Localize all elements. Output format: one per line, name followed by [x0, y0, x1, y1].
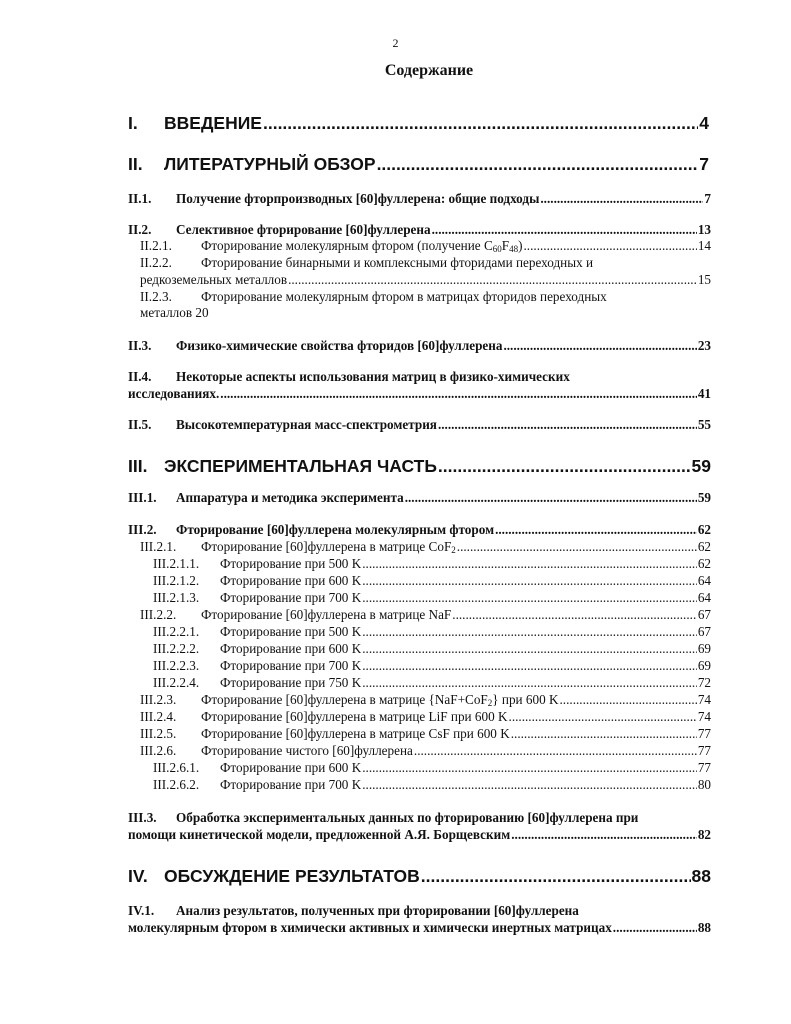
- toc-entry-s2-2[interactable]: [128, 222, 711, 238]
- toc-page: 80: [697, 777, 711, 792]
- toc-leader: [495, 522, 697, 538]
- toc-entry-ch1[interactable]: [128, 113, 709, 134]
- toc-page: 72: [697, 675, 711, 690]
- toc-leader: [414, 743, 697, 759]
- toc-text: ЛИТЕРАТУРНЫЙ ОБЗОР: [164, 154, 376, 174]
- toc-entry-s2-1[interactable]: [128, 191, 711, 207]
- toc-leader: [503, 338, 696, 354]
- toc-entry-s3-3-line2[interactable]: [128, 827, 711, 843]
- toc-number: III.: [128, 456, 148, 476]
- toc-number: II.2.2.: [140, 255, 172, 270]
- toc-number: IV.1.: [128, 903, 155, 918]
- toc-page: 23: [697, 338, 711, 353]
- toc-number: IV.: [128, 866, 148, 886]
- toc-text: Аппаратура и методика эксперимента: [176, 490, 404, 505]
- toc-leader: [362, 658, 697, 674]
- toc-leader: [263, 113, 698, 134]
- toc-leader: [288, 272, 697, 288]
- toc-page: 62: [697, 522, 711, 537]
- toc-text: молекулярным фтором в химически активных и химически инертных матрицах: [128, 920, 612, 935]
- toc-text: Фторирование [60]фуллерена в матрице LiF при 600 K: [201, 709, 508, 724]
- toc-page: 59: [697, 490, 711, 505]
- toc-leader: [362, 590, 697, 606]
- toc-page: 13: [697, 222, 711, 237]
- toc-entry-s3-2-2-2[interactable]: [153, 641, 711, 657]
- toc-entry-s3-2-2-1[interactable]: [153, 624, 711, 640]
- toc-entry-s3-3-line1[interactable]: [128, 810, 638, 826]
- toc-entry-s2-5[interactable]: [128, 417, 711, 433]
- toc-entry-s2-2-3-line1[interactable]: [140, 289, 607, 305]
- toc-page: 74: [697, 709, 711, 724]
- toc-entry-s3-2-1-2[interactable]: [153, 573, 711, 589]
- page-number: 2: [392, 36, 399, 50]
- toc-entry-s3-2[interactable]: [128, 522, 711, 538]
- toc-text: ВВЕДЕНИЕ: [164, 113, 262, 133]
- toc-text: Обработка экспериментальных данных по фторированию [60]фуллерена при: [176, 810, 639, 825]
- toc-number: II.3.: [128, 338, 152, 353]
- toc-leader: [432, 222, 697, 238]
- toc-text: Фторирование молекулярным фтором в матрицах фторидов переходных: [201, 289, 607, 304]
- toc-page: 41: [697, 386, 711, 401]
- toc-leader: [452, 607, 697, 623]
- toc-page: 67: [697, 607, 711, 622]
- toc-text: исследованиях.: [128, 386, 220, 401]
- toc-number: II.: [128, 154, 143, 174]
- toc-text: ОБСУЖДЕНИЕ РЕЗУЛЬТАТОВ: [164, 866, 420, 886]
- toc-text: Фторирование [60]фуллерена молекулярным фтором: [176, 522, 495, 537]
- toc-text: металлов 20: [140, 305, 209, 320]
- toc-number: II.2.: [128, 222, 152, 237]
- toc-leader: [362, 777, 697, 793]
- toc-entry-s2-2-2-line1[interactable]: [140, 255, 593, 271]
- toc-page: 82: [697, 827, 711, 842]
- toc-entry-s3-2-6-1[interactable]: [153, 760, 711, 776]
- toc-entry-s2-4-line1[interactable]: [128, 369, 570, 385]
- toc-entry-s3-2-5[interactable]: [140, 726, 711, 742]
- toc-entry-s4-1-line1[interactable]: [128, 903, 579, 919]
- toc-text: Фторирование [60]фуллерена в матрице {NaF+CoF$_2$} при 600 K: [201, 692, 559, 708]
- toc-number: III.2.2.2.: [153, 641, 200, 656]
- toc-number: III.1.: [128, 490, 157, 505]
- toc-page: 88: [691, 866, 711, 886]
- toc-number: III.2.1.: [140, 539, 177, 554]
- toc-entry-s2-2-1[interactable]: [140, 238, 711, 254]
- toc-text: Фторирование при 700 K: [220, 658, 362, 673]
- toc-entry-s2-3[interactable]: [128, 338, 711, 354]
- toc-number: III.2.6.2.: [153, 777, 200, 792]
- toc-page: 67: [697, 624, 711, 639]
- toc-number: II.5.: [128, 417, 152, 432]
- toc-number: III.2.3.: [140, 692, 177, 707]
- toc-entry-s4-1-line2[interactable]: [128, 920, 711, 936]
- toc-page: 69: [697, 658, 711, 673]
- toc-entry-ch3[interactable]: [128, 456, 711, 477]
- toc-entry-s3-1[interactable]: [128, 490, 711, 506]
- toc-page: 69: [697, 641, 711, 656]
- toc-entry-s3-2-2-3[interactable]: [153, 658, 711, 674]
- toc-number: II.1.: [128, 191, 152, 206]
- toc-number: III.2.2.4.: [153, 675, 200, 690]
- toc-entry-s3-2-6[interactable]: [140, 743, 711, 759]
- toc-text: Фторирование при 500 K: [220, 624, 362, 639]
- toc-page: 55: [697, 417, 711, 432]
- toc-number: III.2.2.1.: [153, 624, 200, 639]
- toc-number: III.2.2.3.: [153, 658, 200, 673]
- toc-text: Фторирование [60]фуллерена в матрице NaF: [201, 607, 452, 622]
- toc-page: 7: [704, 191, 711, 206]
- toc-leader: [362, 675, 697, 691]
- toc-text: Фторирование чистого [60]фуллерена: [201, 743, 413, 758]
- toc-text: Фторирование при 600 K: [220, 641, 362, 656]
- toc-entry-s3-2-1[interactable]: [140, 539, 711, 555]
- toc-entry-s3-2-6-2[interactable]: [153, 777, 711, 793]
- toc-entry-s2-2-3-line2[interactable]: [140, 305, 209, 321]
- toc-page: 62: [697, 556, 711, 571]
- toc-number: III.2.6.1.: [153, 760, 200, 775]
- toc-number: III.2.5.: [140, 726, 177, 741]
- toc-text: ЭКСПЕРИМЕНТАЛЬНАЯ ЧАСТЬ: [164, 456, 437, 476]
- toc-leader: [362, 624, 697, 640]
- toc-leader: [405, 490, 697, 506]
- toc-leader: [377, 154, 699, 175]
- toc-page: 4: [699, 113, 709, 133]
- toc-entry-s3-2-2[interactable]: [140, 607, 711, 623]
- toc-number: II.2.1.: [140, 238, 172, 253]
- toc-leader: [220, 386, 697, 402]
- toc-leader: [457, 539, 697, 555]
- toc-number: I.: [128, 113, 138, 133]
- toc-page: 77: [697, 726, 711, 741]
- toc-text: Фторирование [60]фуллерена в матрице CoF$_2$: [201, 539, 456, 555]
- toc-number: III.2.1.3.: [153, 590, 200, 605]
- toc-text: Фторирование при 700 K: [220, 777, 362, 792]
- toc-text: Фторирование молекулярным фтором (получение $C_{60}F_{48}$): [201, 238, 523, 254]
- toc-leader: [560, 692, 697, 708]
- toc-leader: [362, 760, 697, 776]
- toc-entry-s3-2-1-3[interactable]: [153, 590, 711, 606]
- toc-page: 64: [697, 590, 711, 605]
- toc-text: Фторирование при 750 K: [220, 675, 362, 690]
- toc-text: редкоземельных металлов: [140, 272, 288, 287]
- toc-text: Анализ результатов, полученных при фторировании [60]фуллерена: [176, 903, 579, 918]
- toc-leader: [362, 641, 697, 657]
- toc-entry-s2-4-line2[interactable]: [128, 386, 711, 402]
- toc-number: III.2.1.1.: [153, 556, 200, 571]
- toc-number: II.2.3.: [140, 289, 172, 304]
- toc-number: III.2.2.: [140, 607, 177, 622]
- toc-leader: [421, 866, 691, 887]
- toc-text: Фторирование при 700 K: [220, 590, 362, 605]
- toc-text: Фторирование бинарными и комплексными фторидами переходных и: [201, 255, 594, 270]
- toc-text: помощи кинетической модели, предложенной А.Я. Борщевским: [128, 827, 511, 842]
- toc-page: 14: [697, 238, 711, 253]
- toc-leader: [524, 238, 697, 254]
- page-title: Содержание: [384, 62, 474, 79]
- toc-leader: [438, 456, 691, 477]
- toc-leader: [509, 709, 697, 725]
- toc-leader: [438, 417, 697, 433]
- toc-number: III.2.6.: [140, 743, 177, 758]
- toc-entry-ch2[interactable]: [128, 154, 709, 175]
- toc-entry-s3-2-3[interactable]: [140, 692, 711, 708]
- toc-text: Фторирование при 600 K: [220, 573, 362, 588]
- toc-entry-s3-2-2-4[interactable]: [153, 675, 711, 691]
- toc-text: Селективное фторирование [60]фуллерена: [176, 222, 431, 237]
- toc-number: II.4.: [128, 369, 152, 384]
- toc-page: 74: [697, 692, 711, 707]
- toc-text: Фторирование при 600 K: [220, 760, 362, 775]
- toc-leader: [362, 573, 697, 589]
- toc-number: III.2.4.: [140, 709, 177, 724]
- toc-page: 15: [697, 272, 711, 287]
- toc-text: Фторирование [60]фуллерена в матрице CsF при 600 K: [201, 726, 510, 741]
- toc-entry-s3-2-4[interactable]: [140, 709, 711, 725]
- toc-text: Получение фторпроизводных [60]фуллерена: общие подходы: [176, 191, 540, 206]
- toc-page: 77: [697, 760, 711, 775]
- toc-text: Некоторые аспекты использования матриц в физико-химических: [176, 369, 570, 384]
- toc-entry-s3-2-1-1[interactable]: [153, 556, 711, 572]
- toc-number: III.2.1.2.: [153, 573, 200, 588]
- toc-leader: [511, 726, 697, 742]
- toc-entry-s2-2-2-line2[interactable]: [140, 272, 711, 288]
- toc-entry-ch4[interactable]: [128, 866, 711, 887]
- toc-page: 62: [697, 539, 711, 554]
- toc-page: 88: [697, 920, 711, 935]
- toc-page: 7: [699, 154, 709, 174]
- toc-text: Фторирование при 500 K: [220, 556, 362, 571]
- toc-number: III.2.: [128, 522, 157, 537]
- toc-number: III.3.: [128, 810, 157, 825]
- toc-page: 64: [697, 573, 711, 588]
- toc-leader: [511, 827, 697, 843]
- toc-text: Высокотемпературная масс-спектрометрия: [176, 417, 437, 432]
- toc-page: 77: [697, 743, 711, 758]
- toc-leader: [362, 556, 697, 572]
- toc-leader: [613, 920, 697, 936]
- toc-page: 59: [691, 456, 711, 476]
- toc-leader: [540, 191, 703, 207]
- toc-text: Физико-химические свойства фторидов [60]фуллерена: [176, 338, 503, 353]
